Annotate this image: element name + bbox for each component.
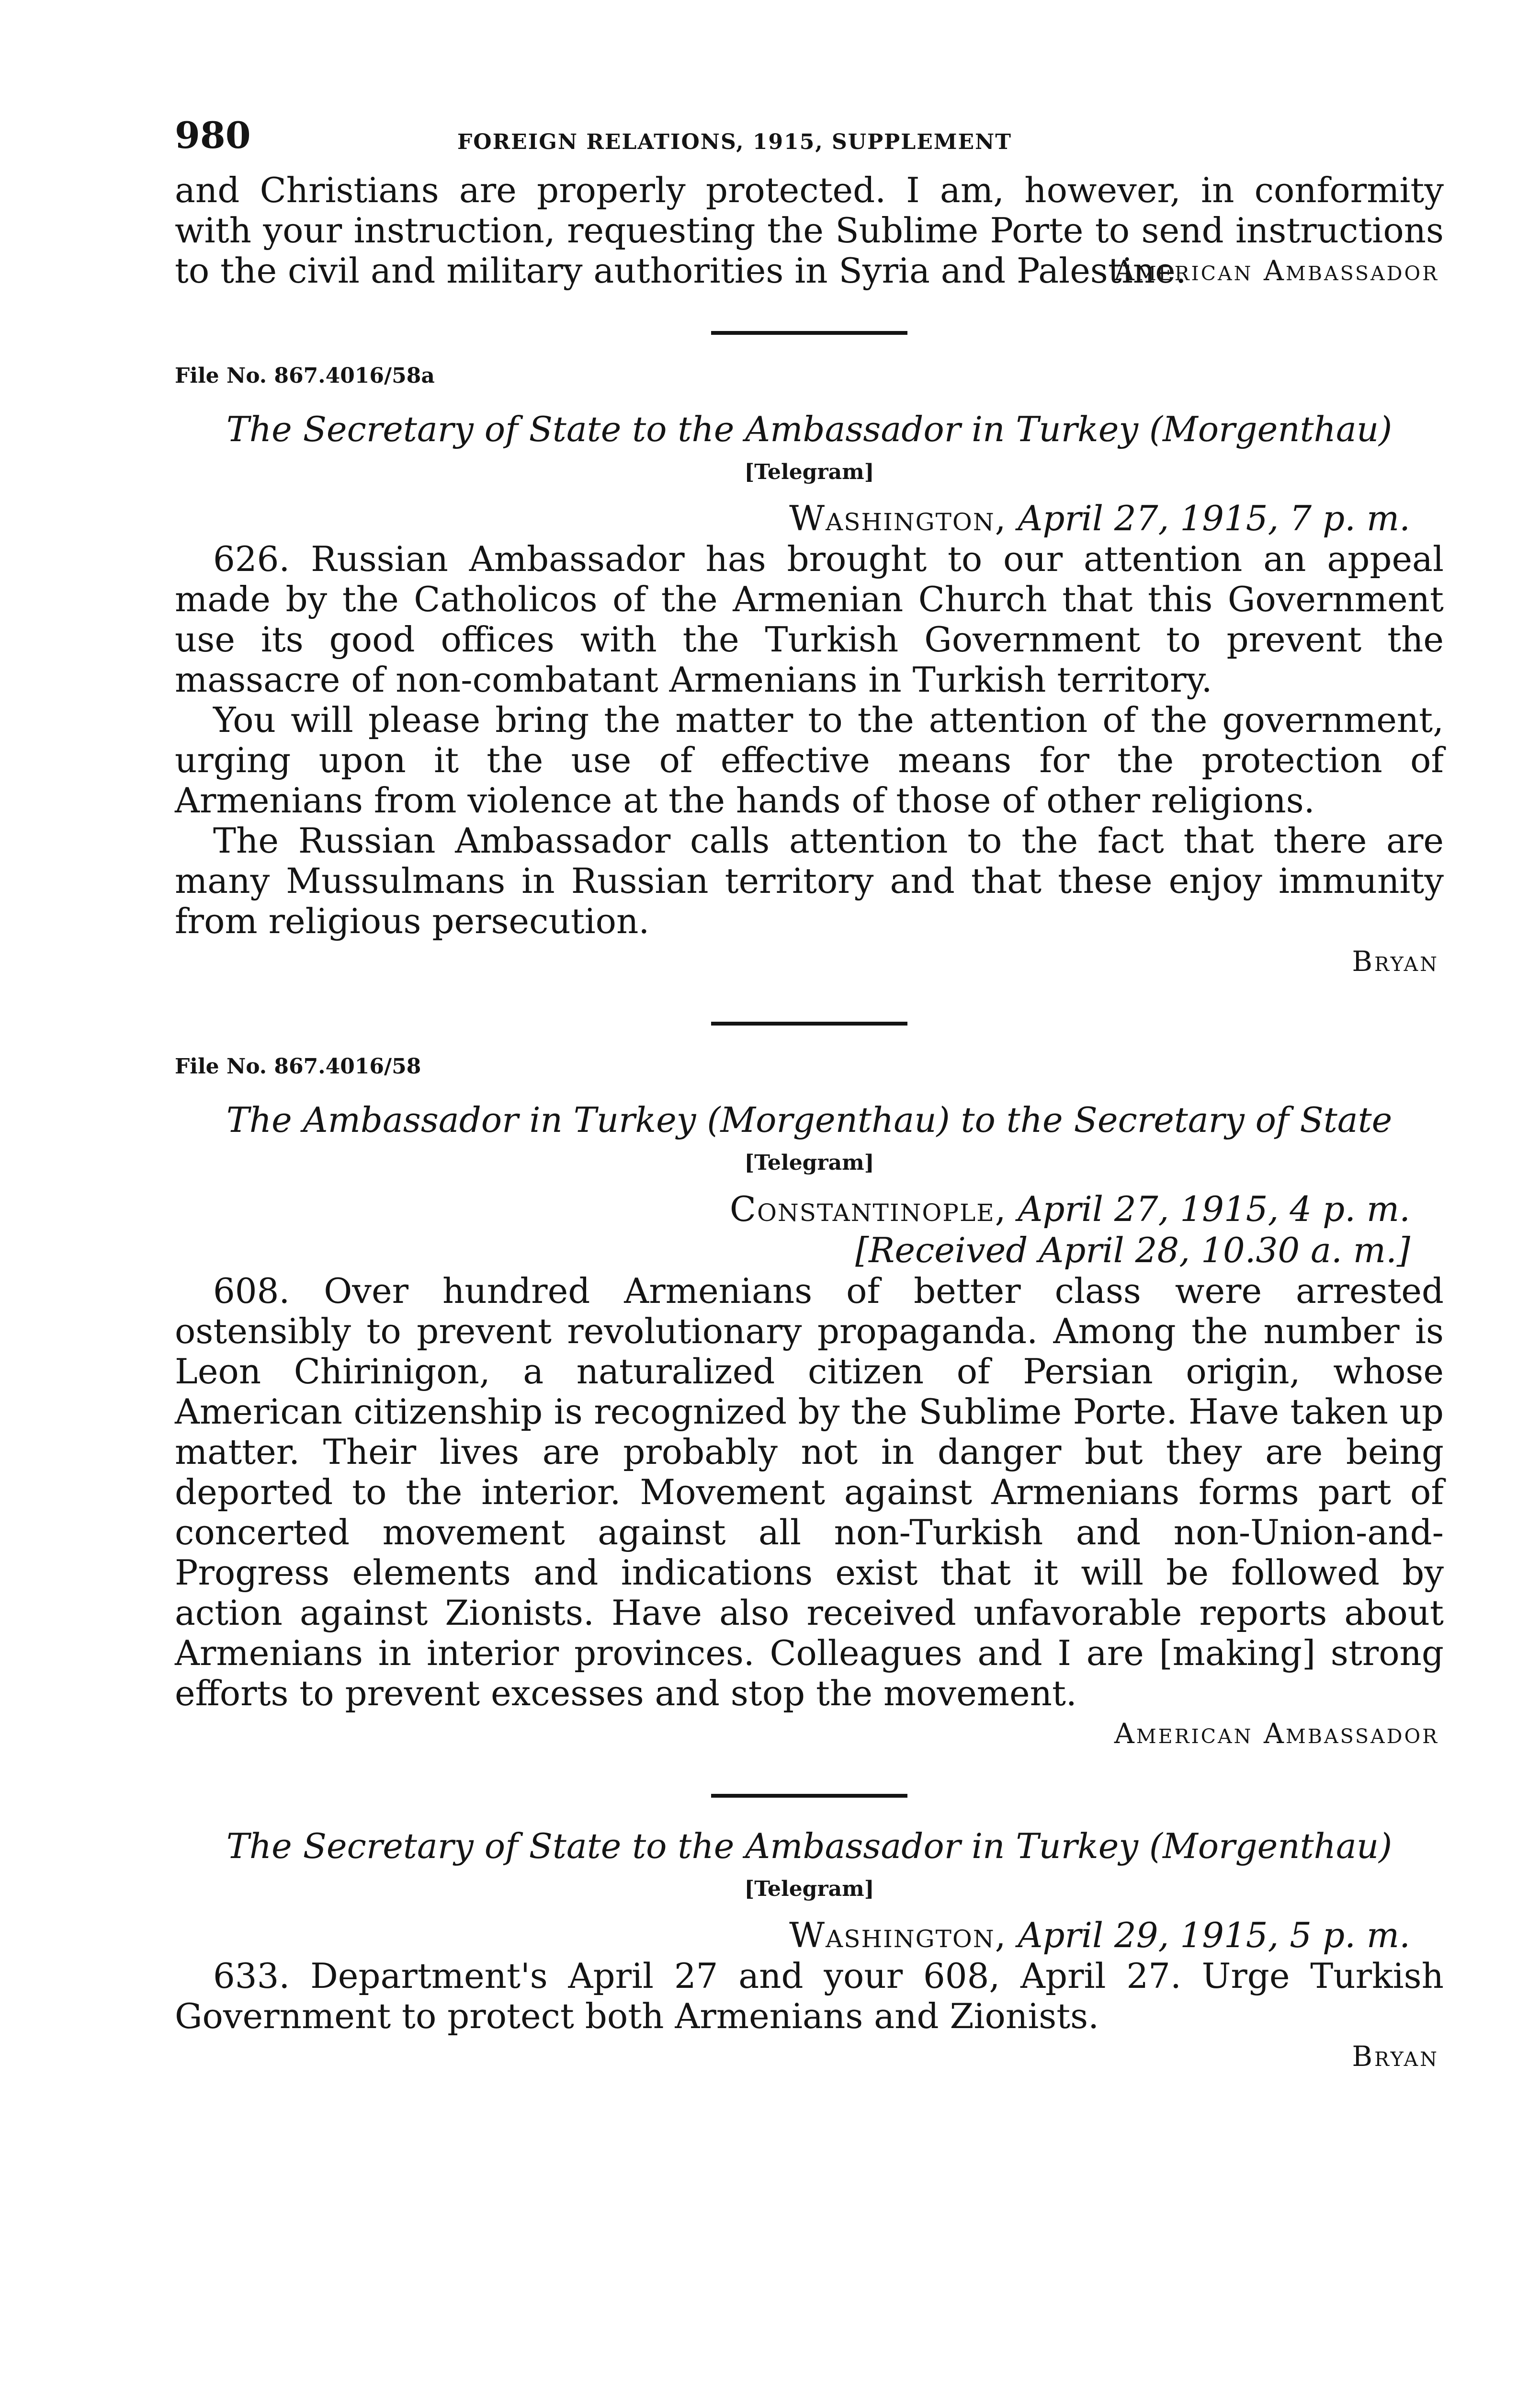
dateline-date: April 27, 1915, 7 p. m. xyxy=(1018,498,1410,538)
file-number: File No. 867.4016/58a xyxy=(175,364,435,388)
continuation-section: and Christians are properly protected. I am, however, in conformity with your instruction, requesting the Sublime Porte to send instructions to the civil and military authorities in Syria and Palestine. American Ambassador xyxy=(175,170,1444,291)
telegram-label: [Telegram] xyxy=(744,1877,874,1901)
dateline-place: Washington, xyxy=(789,1915,1007,1955)
body-paragraph: 608. Over hundred Armenians of better class were arrested ostensibly to prevent revolutionary propaganda. Among the number is Leon Chirinigon, a naturalized citizen of Persian origin, whose American citizenship is recognized by the Sublime Porte. Have taken up matter. Their lives are probably not in danger but they are being deported to the interior. Movement against Armenians forms part of concerted movement against all non-Turkish and non-Union-and-Progress elements and indications exist that it will be followed by action against Zionists. Have also received unfavorable reports about Armenians in interior provinces. Colleagues and I are [making] strong efforts to prevent excesses and stop the movement. xyxy=(175,1271,1444,1713)
received-line: [Received April 28, 10.30 a. m.] xyxy=(855,1230,1410,1270)
document-1 xyxy=(175,362,1444,981)
body-paragraph: 626. Russian Ambassador has brought to our attention an appeal made by the Catholicos of the Armenian Church that this Government use its good offices with the Turkish Government to prevent the massacre of non-combatant Armenians in Turkish territory. xyxy=(175,539,1444,700)
dateline xyxy=(175,1188,1444,1230)
file-number: File No. 867.4016/58 xyxy=(175,1054,421,1079)
document-title: The Secretary of State to the Ambassador in Turkey (Morgenthau) xyxy=(226,409,1393,449)
document-2 xyxy=(175,1052,1444,1754)
signature: American Ambassador xyxy=(1114,1717,1439,1750)
body-paragraph: 633. Department's April 27 and your 608, April 27. Urge Turkish Government to protect both Armenians and Zionists. xyxy=(175,1956,1444,2036)
document-title: The Secretary of State to the Ambassador in Turkey (Morgenthau) xyxy=(226,1826,1393,1866)
dateline-date: April 27, 1915, 4 p. m. xyxy=(1018,1189,1410,1229)
document-title: The Ambassador in Turkey (Morgenthau) to the Secretary of State xyxy=(226,1100,1393,1140)
section-divider xyxy=(711,331,907,335)
dateline-place: Washington, xyxy=(789,498,1007,538)
document-page xyxy=(175,114,1444,2076)
document-3 xyxy=(175,1825,1444,2076)
continuation-paragraph: and Christians are properly protected. I am, however, in conformity with your instruction, requesting the Sublime Porte to send instructions to the civil and military authorities in Syria and Palestine. xyxy=(175,170,1444,291)
section-divider xyxy=(711,1794,907,1798)
signature: Bryan xyxy=(1352,2040,1439,2073)
body-paragraph: The Russian Ambassador calls attention to the fact that there are many Mussulmans in Russian territory and that these enjoy immunity from religious persecution. xyxy=(175,821,1444,941)
page-number: 980 xyxy=(175,114,251,157)
running-head: FOREIGN RELATIONS, 1915, SUPPLEMENT xyxy=(457,130,1012,154)
dateline xyxy=(175,1915,1444,1956)
dateline-place: Constantinople, xyxy=(729,1189,1007,1229)
signature: Bryan xyxy=(1352,945,1439,978)
body-paragraph: You will please bring the matter to the attention of the government, urging upon it the use of effective means for the protection of Armenians from violence at the hands of those of other religions. xyxy=(175,700,1444,821)
section-divider xyxy=(711,1022,907,1026)
telegram-label: [Telegram] xyxy=(744,460,874,484)
dateline xyxy=(175,498,1444,539)
page-header xyxy=(175,114,1444,170)
telegram-label: [Telegram] xyxy=(744,1151,874,1175)
dateline-date: April 29, 1915, 5 p. m. xyxy=(1018,1915,1410,1955)
